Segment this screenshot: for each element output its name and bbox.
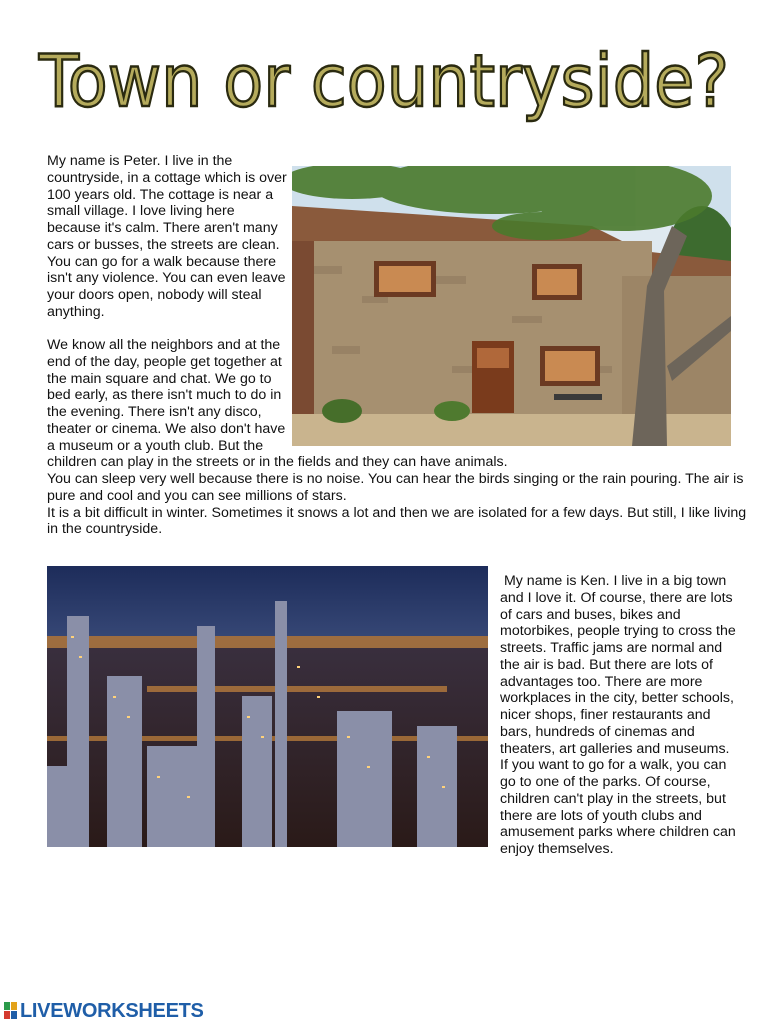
peter-paragraph-3: You can sleep very well because there is no noise. You can hear the birds singing or the rain pouring. The air is pure and cool and you can see millions of stars. [47,471,744,504]
peter-paragraph-1: My name is Peter. I live in the countryside, in a cottage which is over 100 years old. The cottage is near a small village. I love living here because it's calm. There aren't many cars or busses, the streets are clean. You can go for a walk because there isn't any violence. You can even leave your doors open, nobody will steal anything. [47,153,287,320]
logo-text: LIVEWORKSHEETS [20,999,204,1022]
ken-text [47,573,737,858]
peter-text-upper [47,153,287,321]
title-text: Town or countryside? [38,39,730,123]
liveworksheets-logo [4,999,204,1023]
peter-paragraph-2: We know all the neighbors and at the end of the day, people get together at the main square and chat. We go to bed early, as there isn't much to do in the evening. There isn't any disco, theater or cinema. We also don't have a museum or a youth club. But the children can play in the streets or in the fields and they can have animals. [47,337,508,471]
logo-icon [4,1002,18,1020]
ken-paragraph: My name is Ken. I live in a big town and I love it. Of course, there are lots of cars and buses, bikes and motorbikes, people trying to cross the streets. Traffic jams are normal and the air is bad. But there are lots of advantages too. There are more workplaces in the city, better schools, nicer shops, finer restaurants and bars, hundreds of cinemas and theaters, art galleries and museums. If you want to go for a walk, you can go to one of the parks. Of course, children can't play in the streets, but there are lots of youth clubs and amusement parks where children can enjoy themselves. [500,573,736,857]
peter-text-flow [47,337,747,538]
page-title [30,30,738,125]
peter-paragraph-4: It is a bit difficult in winter. Sometimes it snows a lot and then we are isolated for a few days. But still, I like living in the countryside. [47,504,747,538]
